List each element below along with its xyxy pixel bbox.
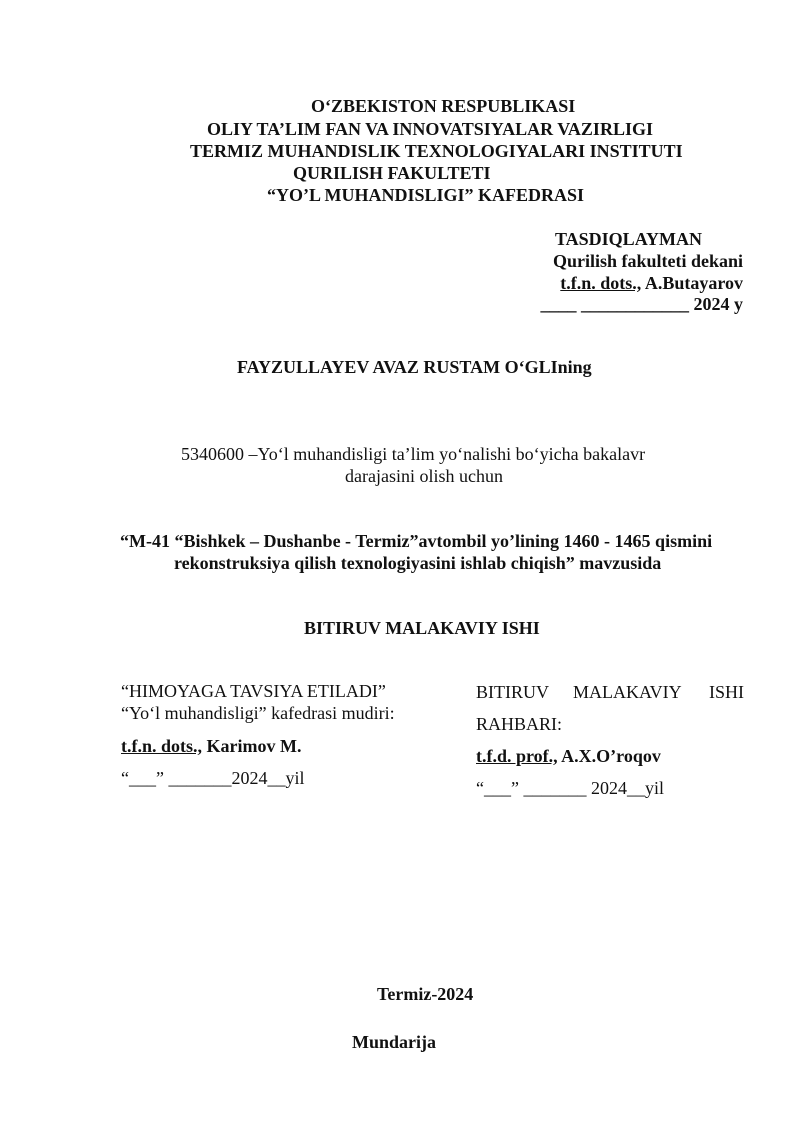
approval-signer: [560, 272, 743, 294]
header-institute: TERMIZ MUHANDISLIK TEXNOLOGIYALARI INSTITUTI: [190, 141, 683, 161]
header-faculty: QURILISH FAKULTETI: [293, 163, 491, 183]
right-degree: t.f.d. prof.,: [476, 746, 558, 766]
header-republic: O‘ZBEKISTON RESPUBLIKASI: [311, 96, 576, 116]
work-title: BITIRUV MALAKAVIY ISHI: [304, 618, 540, 638]
right-date: “___” _______ 2024__yil: [476, 778, 664, 798]
right-signer: [476, 745, 661, 767]
right-supervisor-label: RAHBARI:: [476, 714, 563, 734]
left-dept-head: “Yo‘l muhandisligi” kafedrasi mudiri:: [121, 703, 395, 723]
left-signer: [121, 735, 302, 757]
right-word-malakaviy: MALAKAVIY: [573, 682, 682, 702]
topic-line2: rekonstruksiya qilish texnologiyasini ishlab chiqish” mavzusida: [174, 553, 662, 573]
left-degree: t.f.n. dots.,: [121, 736, 203, 756]
left-date: “___” _______2024__yil: [121, 768, 305, 788]
right-word-ishi: ISHI: [709, 682, 744, 702]
left-name: Karimov M.: [202, 736, 302, 756]
city-year: Termiz-2024: [377, 984, 474, 1004]
right-name: A.X.O’roqov: [557, 746, 661, 766]
approval-date-line: ____ ____________ 2024 y: [540, 294, 743, 314]
right-word-bitiruv: BITIRUV: [476, 682, 549, 702]
approval-position: Qurilish fakulteti dekani: [552, 251, 743, 271]
purpose-line2: darajasini olish uchun: [345, 466, 503, 486]
approval-name: A.Butayarov: [641, 273, 743, 293]
contents-heading: Mundarija: [352, 1032, 437, 1052]
topic-line1: “M-41 “Bishkek – Dushanbe - Termiz”avtombil yo’lining 1460 - 1465 qismini: [120, 531, 713, 551]
approval-degree: t.f.n. dots.,: [560, 273, 642, 293]
header-ministry: OLIY TA’LIM FAN VA INNOVATSIYALAR VAZIRLIGI: [207, 119, 653, 139]
approval-title: TASDIQLAYMAN: [555, 229, 703, 249]
left-recommend: “HIMOYAGA TAVSIYA ETILADI”: [121, 681, 386, 701]
purpose-line1: 5340600 –Yo‘l muhandisligi ta’lim yo‘nalishi bo‘yicha bakalavr: [181, 444, 646, 464]
student-name: FAYZULLAYEV AVAZ RUSTAM O‘GLIning: [237, 357, 592, 377]
header-department: “YO’L MUHANDISLIGI” KAFEDRASI: [267, 185, 585, 205]
